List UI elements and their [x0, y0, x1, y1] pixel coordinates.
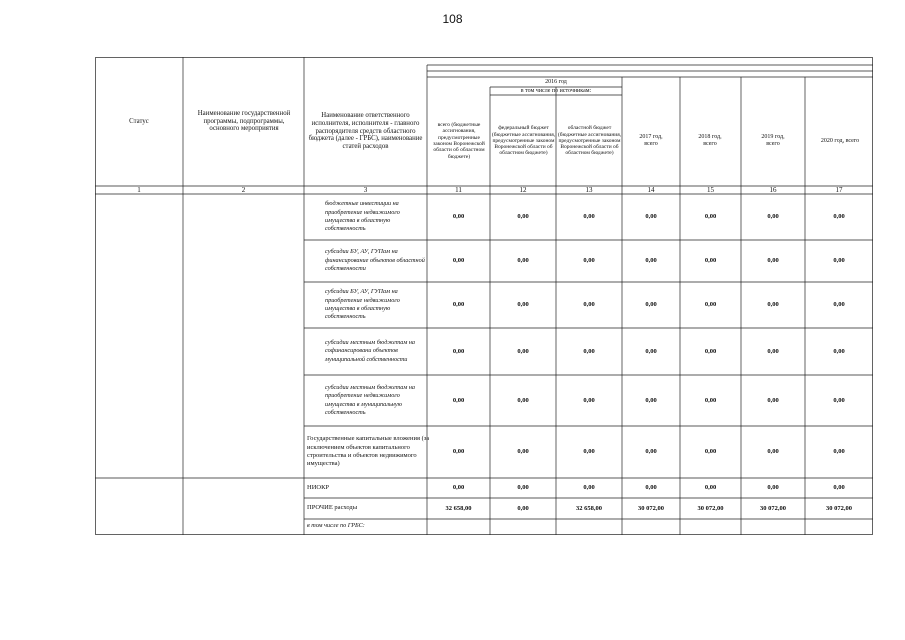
- value-cell: 0,00: [833, 396, 845, 404]
- value-cell: 0,00: [704, 448, 717, 456]
- value-cell: 0,00: [645, 448, 657, 456]
- value-cell: 0,00: [583, 257, 595, 265]
- value-cell: 0,00: [704, 347, 717, 355]
- row-label: в том числе по ГРБС:: [307, 522, 365, 530]
- value-cell: 0,00: [583, 448, 595, 456]
- col-index: 16: [769, 186, 777, 194]
- value-cell: 0,00: [517, 504, 529, 512]
- row-label: НИОКР: [307, 483, 330, 491]
- value-cell: 0,00: [452, 301, 465, 309]
- value-cell: 0,00: [704, 484, 717, 492]
- value-cell: 0,00: [767, 301, 779, 309]
- row-label: субсидии БУ, АУ, ГУПам на приобретение недвижимого имущества в областную собственность: [325, 288, 400, 321]
- value-cell: 0,00: [583, 484, 595, 492]
- col-index: 1: [137, 186, 141, 194]
- value-cell: 0,00: [583, 396, 595, 404]
- value-cell: 0,00: [704, 301, 717, 309]
- value-cell: 30 072,00: [760, 504, 786, 512]
- value-cell: 0,00: [517, 301, 529, 309]
- value-cell: 0,00: [452, 347, 465, 355]
- value-cell: 0,00: [833, 301, 845, 309]
- value-cell: 0,00: [645, 213, 657, 221]
- header-total-2016: всего (бюджетные ассигнования, предусмотренные законом Воронежской области об областном бюджете): [433, 122, 485, 160]
- header-status: Статус: [129, 117, 149, 125]
- col-index: 12: [519, 186, 527, 194]
- value-cell: 0,00: [767, 448, 779, 456]
- value-cell: 0,00: [645, 301, 657, 309]
- value-cell: 0,00: [645, 257, 657, 265]
- header-executor: Наименование ответственного исполнителя, исполнителя - главного распорядителя средств областного бюджета (далее - ГРБС), наименование статей расходов: [308, 111, 423, 151]
- col-index: 15: [707, 186, 714, 194]
- value-cell: 0,00: [704, 257, 717, 265]
- value-cell: 0,00: [645, 396, 657, 404]
- value-cell: 32 658,00: [576, 504, 602, 512]
- value-cell: 0,00: [517, 347, 529, 355]
- value-cell: 0,00: [833, 448, 845, 456]
- header-2019: 2019 год, всего: [761, 134, 785, 147]
- value-cell: 0,00: [517, 484, 529, 492]
- col-index: 13: [585, 186, 593, 194]
- value-cell: 0,00: [767, 257, 779, 265]
- value-cell: 30 072,00: [697, 504, 724, 512]
- value-cell: 32 658,00: [445, 504, 472, 512]
- value-cell: 0,00: [833, 347, 845, 355]
- value-cell: 0,00: [517, 448, 529, 456]
- col-index: 3: [363, 186, 368, 194]
- value-cell: 0,00: [583, 301, 595, 309]
- value-cell: 0,00: [517, 396, 529, 404]
- value-cell: 0,00: [767, 396, 779, 404]
- value-cell: 0,00: [833, 213, 845, 221]
- value-cell: 0,00: [645, 347, 657, 355]
- value-cell: 0,00: [833, 484, 845, 492]
- header-2020: 2020 год, всего: [820, 137, 860, 144]
- row-label: Государственные капитальные вложения (за исключением объектов капитального строительства и объектов недвижимого имущества): [307, 435, 430, 468]
- value-cell: 0,00: [452, 448, 465, 456]
- row-label: субсидии местным бюджетам на софинансировани объектов муниципальной собственности: [325, 338, 416, 363]
- value-cell: 0,00: [645, 484, 657, 492]
- value-cell: 0,00: [517, 257, 529, 265]
- value-cell: 0,00: [452, 484, 465, 492]
- value-cell: 0,00: [452, 213, 465, 221]
- value-cell: 0,00: [767, 213, 779, 221]
- col-index: 17: [835, 186, 843, 194]
- header-regional: областной бюджет (бюджетные ассигнования, предусмотренные законом Воронежской области об областном бюджете): [557, 125, 622, 157]
- col-index: 11: [455, 186, 462, 194]
- value-cell: 0,00: [704, 213, 717, 221]
- col-index: 2: [241, 186, 246, 194]
- header-federal: федеральный бюджет (бюджетные ассигнования, предусмотренные законом Воронежской области об областном бюджете): [491, 125, 556, 157]
- value-cell: 0,00: [767, 484, 779, 492]
- row-label: субсидии местным бюджетам на приобретение недвижимого имущества в муниципальную собственность: [325, 383, 416, 416]
- value-cell: 0,00: [517, 213, 529, 221]
- header-incl-sources: в том числе по источникам:: [520, 87, 592, 94]
- page-number: 108: [442, 12, 463, 26]
- value-cell: 0,00: [452, 396, 465, 404]
- value-cell: 0,00: [704, 396, 717, 404]
- value-cell: 0,00: [583, 213, 595, 221]
- value-cell: 0,00: [833, 257, 845, 265]
- header-program: Наименование государственной программы, подпрограммы, основного мероприятия: [197, 109, 291, 133]
- value-cell: 0,00: [583, 347, 595, 355]
- header-year-2016: 2016 год: [545, 79, 567, 86]
- row-label: бюджетные инвестиции на приобретение недвижимого имущества в областную собственность: [325, 200, 400, 233]
- value-cell: 30 072,00: [826, 504, 852, 512]
- header-2017: 2017 год, всего: [639, 134, 663, 147]
- row-label: субсидии БУ, АУ, ГУПам на финансирование объектов областной собственности: [325, 248, 425, 273]
- col-index: 14: [647, 186, 655, 194]
- value-cell: 0,00: [767, 347, 779, 355]
- budget-table: [95, 57, 873, 535]
- value-cell: 0,00: [452, 257, 465, 265]
- row-label: ПРОЧИЕ расходы: [307, 504, 358, 512]
- header-2018: 2018 год, всего: [698, 134, 722, 147]
- value-cell: 30 072,00: [638, 504, 664, 512]
